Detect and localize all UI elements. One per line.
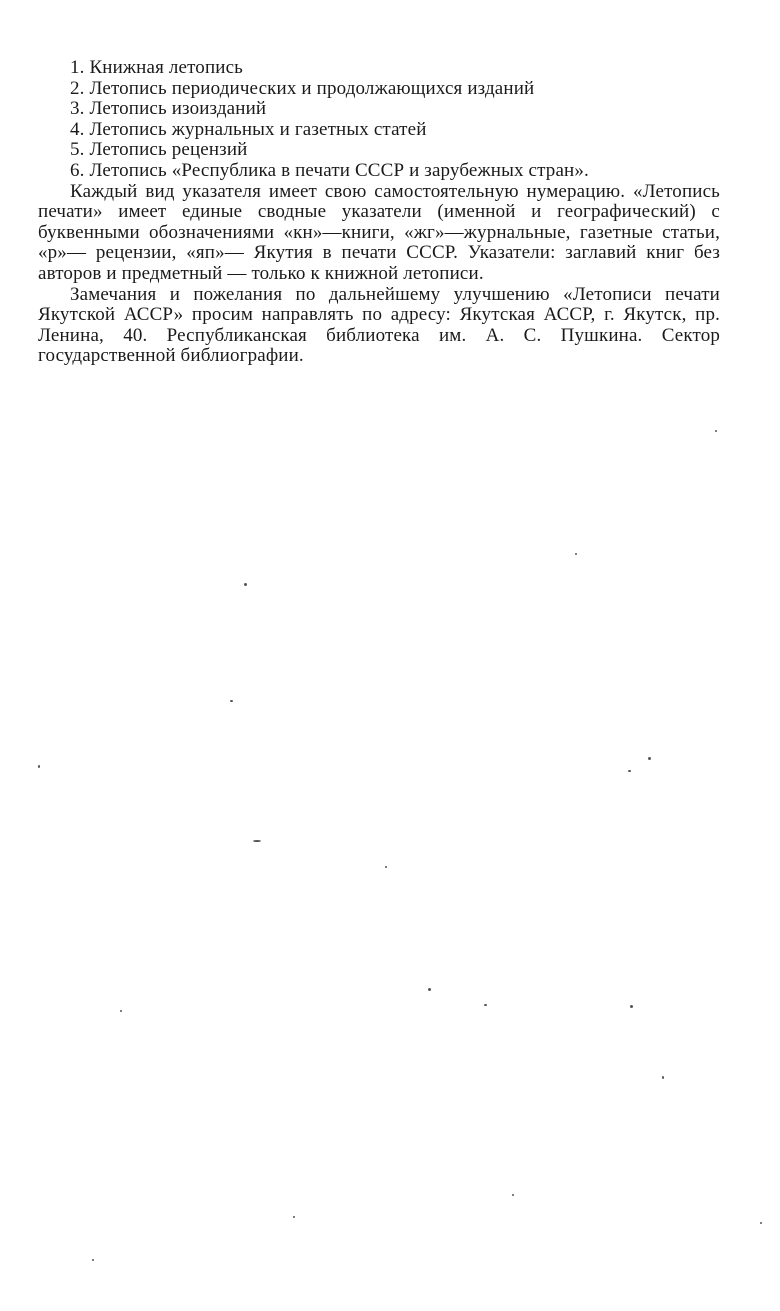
scan-speck [484,1004,487,1006]
numbering-paragraph: Каждый вид указателя имеет свою самостоятельную нумерацию. «Летопись печати» имеет единые сводные указатели (именной и географический) с буквенными обозначениями «кн»—книги, «жг»—журнальные, газетные статьи, «р»— рецензии, «яп»— Якутия в печати СССР. Указатели: заглавий книг без авторов и предметный — только к книжной летописи. [38,180,720,284]
list-item: 3. Летопись изоизданий [70,98,267,120]
scan-speck [760,1222,762,1224]
scan-speck [428,988,431,991]
scan-speck [244,583,247,586]
scan-speck [293,1216,295,1218]
list-item: 5. Летопись рецензий [70,139,248,161]
publication-list [38,58,720,182]
list-item: 6. Летопись «Республика в печати СССР и зарубежных стран». [70,159,589,181]
scan-speck [648,757,651,760]
scan-speck [628,770,631,772]
scan-speck [253,840,261,842]
scan-speck [92,1259,94,1261]
scan-speck [120,1010,122,1012]
scan-speck [230,700,233,702]
scan-speck [512,1194,514,1196]
scan-speck [575,553,577,555]
address-paragraph: Замечания и пожелания по дальнейшему улучшению «Летописи печати Якутской АССР» просим направлять по адресу: Якутская АССР, г. Якутск, пр. Ленина, 40. Республиканская библиотека им. А. С. Пушкина. Сектор государственной библиографии. [38,283,720,367]
text-block [38,58,720,367]
list-item: 1. Книжная летопись [70,57,243,78]
scan-speck [715,430,717,432]
scan-speck [662,1076,664,1079]
scan-speck [38,765,40,768]
scan-speck [630,1005,633,1008]
list-item: 2. Летопись периодических и продолжающихся изданий [70,77,535,99]
list-item: 4. Летопись журнальных и газетных статей [70,118,427,140]
scan-speck [385,866,387,868]
